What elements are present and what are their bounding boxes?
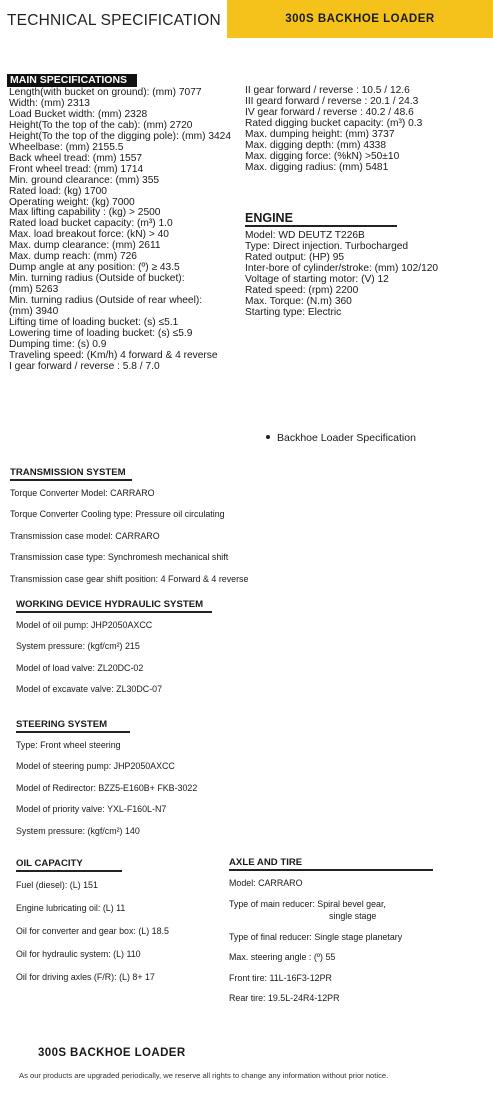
hydraulic-system-heading-underline xyxy=(16,611,212,613)
spec-line: Model of steering pump: JHP2050AXCC xyxy=(16,761,175,772)
spec-line: Min. turning radius (Outside of bucket): xyxy=(9,273,185,285)
hydraulic-system-heading: WORKING DEVICE HYDRAULIC SYSTEM xyxy=(16,599,204,610)
oil-capacity-heading-underline xyxy=(16,870,122,872)
spec-line: System pressure: (kgf/cm²) 215 xyxy=(16,641,140,652)
spec-line: Type: Front wheel steering xyxy=(16,740,121,750)
spec-line: Model of Redirector: BZZ5-E160B+ FKB-3022 xyxy=(16,782,198,793)
spec-line: Transmission case gear shift position: 4 Forward & 4 reverse xyxy=(10,573,249,584)
spec-line: Model: CARRARO xyxy=(229,878,303,888)
spec-line: Oil for hydraulic system: (L) 110 xyxy=(16,949,141,959)
spec-line: Type of final reducer: Single stage planetary xyxy=(229,931,403,942)
spec-line: Type of main reducer: Spiral bevel gear, xyxy=(229,898,386,909)
footer-disclaimer: As our products are upgraded periodically, we reserve all rights to change any information without prior notice. xyxy=(19,1071,389,1080)
spec-line: Min. ground clearance: (mm) 355 xyxy=(9,174,160,186)
spec-line: Front tire: 11L-16F3-12PR xyxy=(229,972,332,983)
spec-line: Model: WD DEUTZ T226B xyxy=(245,230,365,241)
spec-line: Max. steering angle : (º) 55 xyxy=(229,952,336,962)
spec-line: Max. digging force: (%kN) >50±10 xyxy=(245,150,400,162)
spec-line: Fuel (diesel): (L) 151 xyxy=(16,880,98,890)
main-specifications-right-column xyxy=(245,86,422,174)
transmission-heading-underline xyxy=(10,479,132,481)
spec-line: Model of load valve: ZL20DC-02 xyxy=(16,662,144,673)
spec-line: Lifting time of loading bucket: (s) ≤5.1 xyxy=(9,317,179,329)
spec-line: Model of excavate valve: ZL30DC-07 xyxy=(16,684,163,695)
spec-line: Inter-bore of cylinder/stroke: (mm) 102/120 xyxy=(245,262,439,274)
steering-system-heading-underline xyxy=(16,731,130,733)
spec-line: Transmission case type: Synchromesh mechanical shift xyxy=(10,552,229,563)
spec-line: Height(To the top of the digging pole): (mm) 3424 xyxy=(9,130,231,142)
spec-line: Rated load: (kg) 1700 xyxy=(9,185,107,197)
spec-line: Voltage of starting motor: (V) 12 xyxy=(245,273,389,285)
spec-line: Rated load bucket capacity: (m³) 1.0 xyxy=(9,218,173,230)
oil-capacity-heading: OIL CAPACITY xyxy=(16,858,83,869)
spec-line: IV gear forward / reverse : 40.2 / 48.6 xyxy=(245,106,414,118)
spec-line: Max. digging depth: (mm) 4338 xyxy=(245,139,386,151)
spec-line: Rated speed: (rpm) 2200 xyxy=(245,284,359,296)
transmission-heading: TRANSMISSION SYSTEM xyxy=(10,467,126,478)
axle-and-tire-heading: AXLE AND TIRE xyxy=(229,857,303,868)
spec-line: II gear forward / reverse : 10.5 / 12.6 xyxy=(245,85,410,96)
spec-line: Transmission case model: CARRARO xyxy=(10,530,160,541)
spec-line: Starting type: Electric xyxy=(245,306,342,318)
spec-line: Rated output: (HP) 95 xyxy=(245,251,345,263)
spec-line: Traveling speed: (Km/h) 4 forward & 4 reverse xyxy=(9,349,218,361)
spec-line: Min. turning radius (Outside of rear wheel): xyxy=(9,295,203,307)
steering-system-specifications xyxy=(16,740,197,847)
spec-line: (mm) 3940 xyxy=(9,306,59,318)
spec-line: Max. Torque: (N.m) 360 xyxy=(245,295,352,307)
spec-line: Dump angle at any position: (º) ≥ 43.5 xyxy=(9,262,180,274)
spec-line: Torque Converter Cooling type: Pressure oil circulating xyxy=(10,509,225,520)
spec-line: Lowering time of loading bucket: (s) ≤5.9 xyxy=(9,327,193,339)
spec-line: System pressure: (kgf/cm²) 140 xyxy=(16,825,140,836)
spec-line: Oil for driving axles (F/R): (L) 8+ 17 xyxy=(16,972,155,982)
axle-and-tire-heading-underline xyxy=(229,869,433,871)
steering-system-heading: STEERING SYSTEM xyxy=(16,719,108,730)
spec-line: Model of priority valve: YXL-F160L-N7 xyxy=(16,804,167,815)
spec-line: Wheelbase: (mm) 2155.5 xyxy=(9,141,124,153)
spec-line: Height(To the top of the cab): (mm) 2720 xyxy=(9,119,193,131)
spec-line: Max. load breakout force: (kN) > 40 xyxy=(9,229,169,241)
spec-line: Rated digging bucket capacity: (m³) 0.3 xyxy=(245,117,423,129)
main-specifications-left-column xyxy=(9,88,231,373)
spec-line: III geard forward / reverse : 20.1 / 24.3 xyxy=(245,95,419,107)
spec-line: (mm) 5263 xyxy=(9,284,59,296)
spec-line: Torque Converter Model: CARRARO xyxy=(10,488,155,498)
spec-line: Model of oil pump: JHP2050AXCC xyxy=(16,620,153,630)
spec-line: Max. dump clearance: (mm) 2611 xyxy=(9,240,161,252)
spec-line: Max. dumping height: (mm) 3737 xyxy=(245,128,395,140)
transmission-specifications xyxy=(10,488,248,595)
engine-heading-underline xyxy=(245,225,397,227)
oil-capacity-specifications xyxy=(16,880,169,995)
engine-heading: ENGINE xyxy=(245,211,293,225)
spec-line: Engine lubricating oil: (L) 11 xyxy=(16,903,126,913)
spec-line: Back wheel tread: (mm) 1557 xyxy=(9,152,143,164)
engine-specifications xyxy=(245,231,438,319)
spec-line: Length(with bucket on ground): (mm) 7077 xyxy=(9,87,202,98)
spec-line: Front wheel tread: (mm) 1714 xyxy=(9,163,144,175)
spec-line: Width: (mm) 2313 xyxy=(9,97,90,109)
model-banner xyxy=(227,0,493,38)
spec-line: Max. dump reach: (mm) 726 xyxy=(9,251,137,263)
backhoe-specification-heading xyxy=(266,432,416,444)
spec-line: Operating weight: (kg) 7000 xyxy=(9,196,135,208)
footer-model-title: 300S BACKHOE LOADER xyxy=(38,1047,186,1059)
hydraulic-system-specifications xyxy=(16,620,162,706)
spec-line: Dumping time: (s) 0.9 xyxy=(9,338,107,350)
model-banner-label: 300S BACKHOE LOADER xyxy=(285,13,435,25)
spec-line: Load Bucket width: (mm) 2328 xyxy=(9,108,148,120)
backhoe-specification-label: Backhoe Loader Specification xyxy=(277,432,416,444)
axle-and-tire-specifications xyxy=(229,878,402,1014)
bullet-icon xyxy=(266,435,270,439)
page-title: TECHNICAL SPECIFICATION xyxy=(7,12,221,29)
spec-line: I gear forward / reverse : 5.8 / 7.0 xyxy=(9,360,160,372)
spec-line: Type: Direct injection. Turbocharged xyxy=(245,240,409,252)
main-specifications-heading: MAIN SPECIFICATIONS xyxy=(7,74,137,87)
spec-line: Max. digging radius: (mm) 5481 xyxy=(245,161,389,173)
spec-line: Rear tire: 19.5L-24R4-12PR xyxy=(229,993,340,1003)
spec-line: single stage xyxy=(329,910,377,921)
spec-line: Oil for converter and gear box: (L) 18.5 xyxy=(16,926,169,936)
spec-line: Max lifting capability : (kg) > 2500 xyxy=(9,207,161,219)
